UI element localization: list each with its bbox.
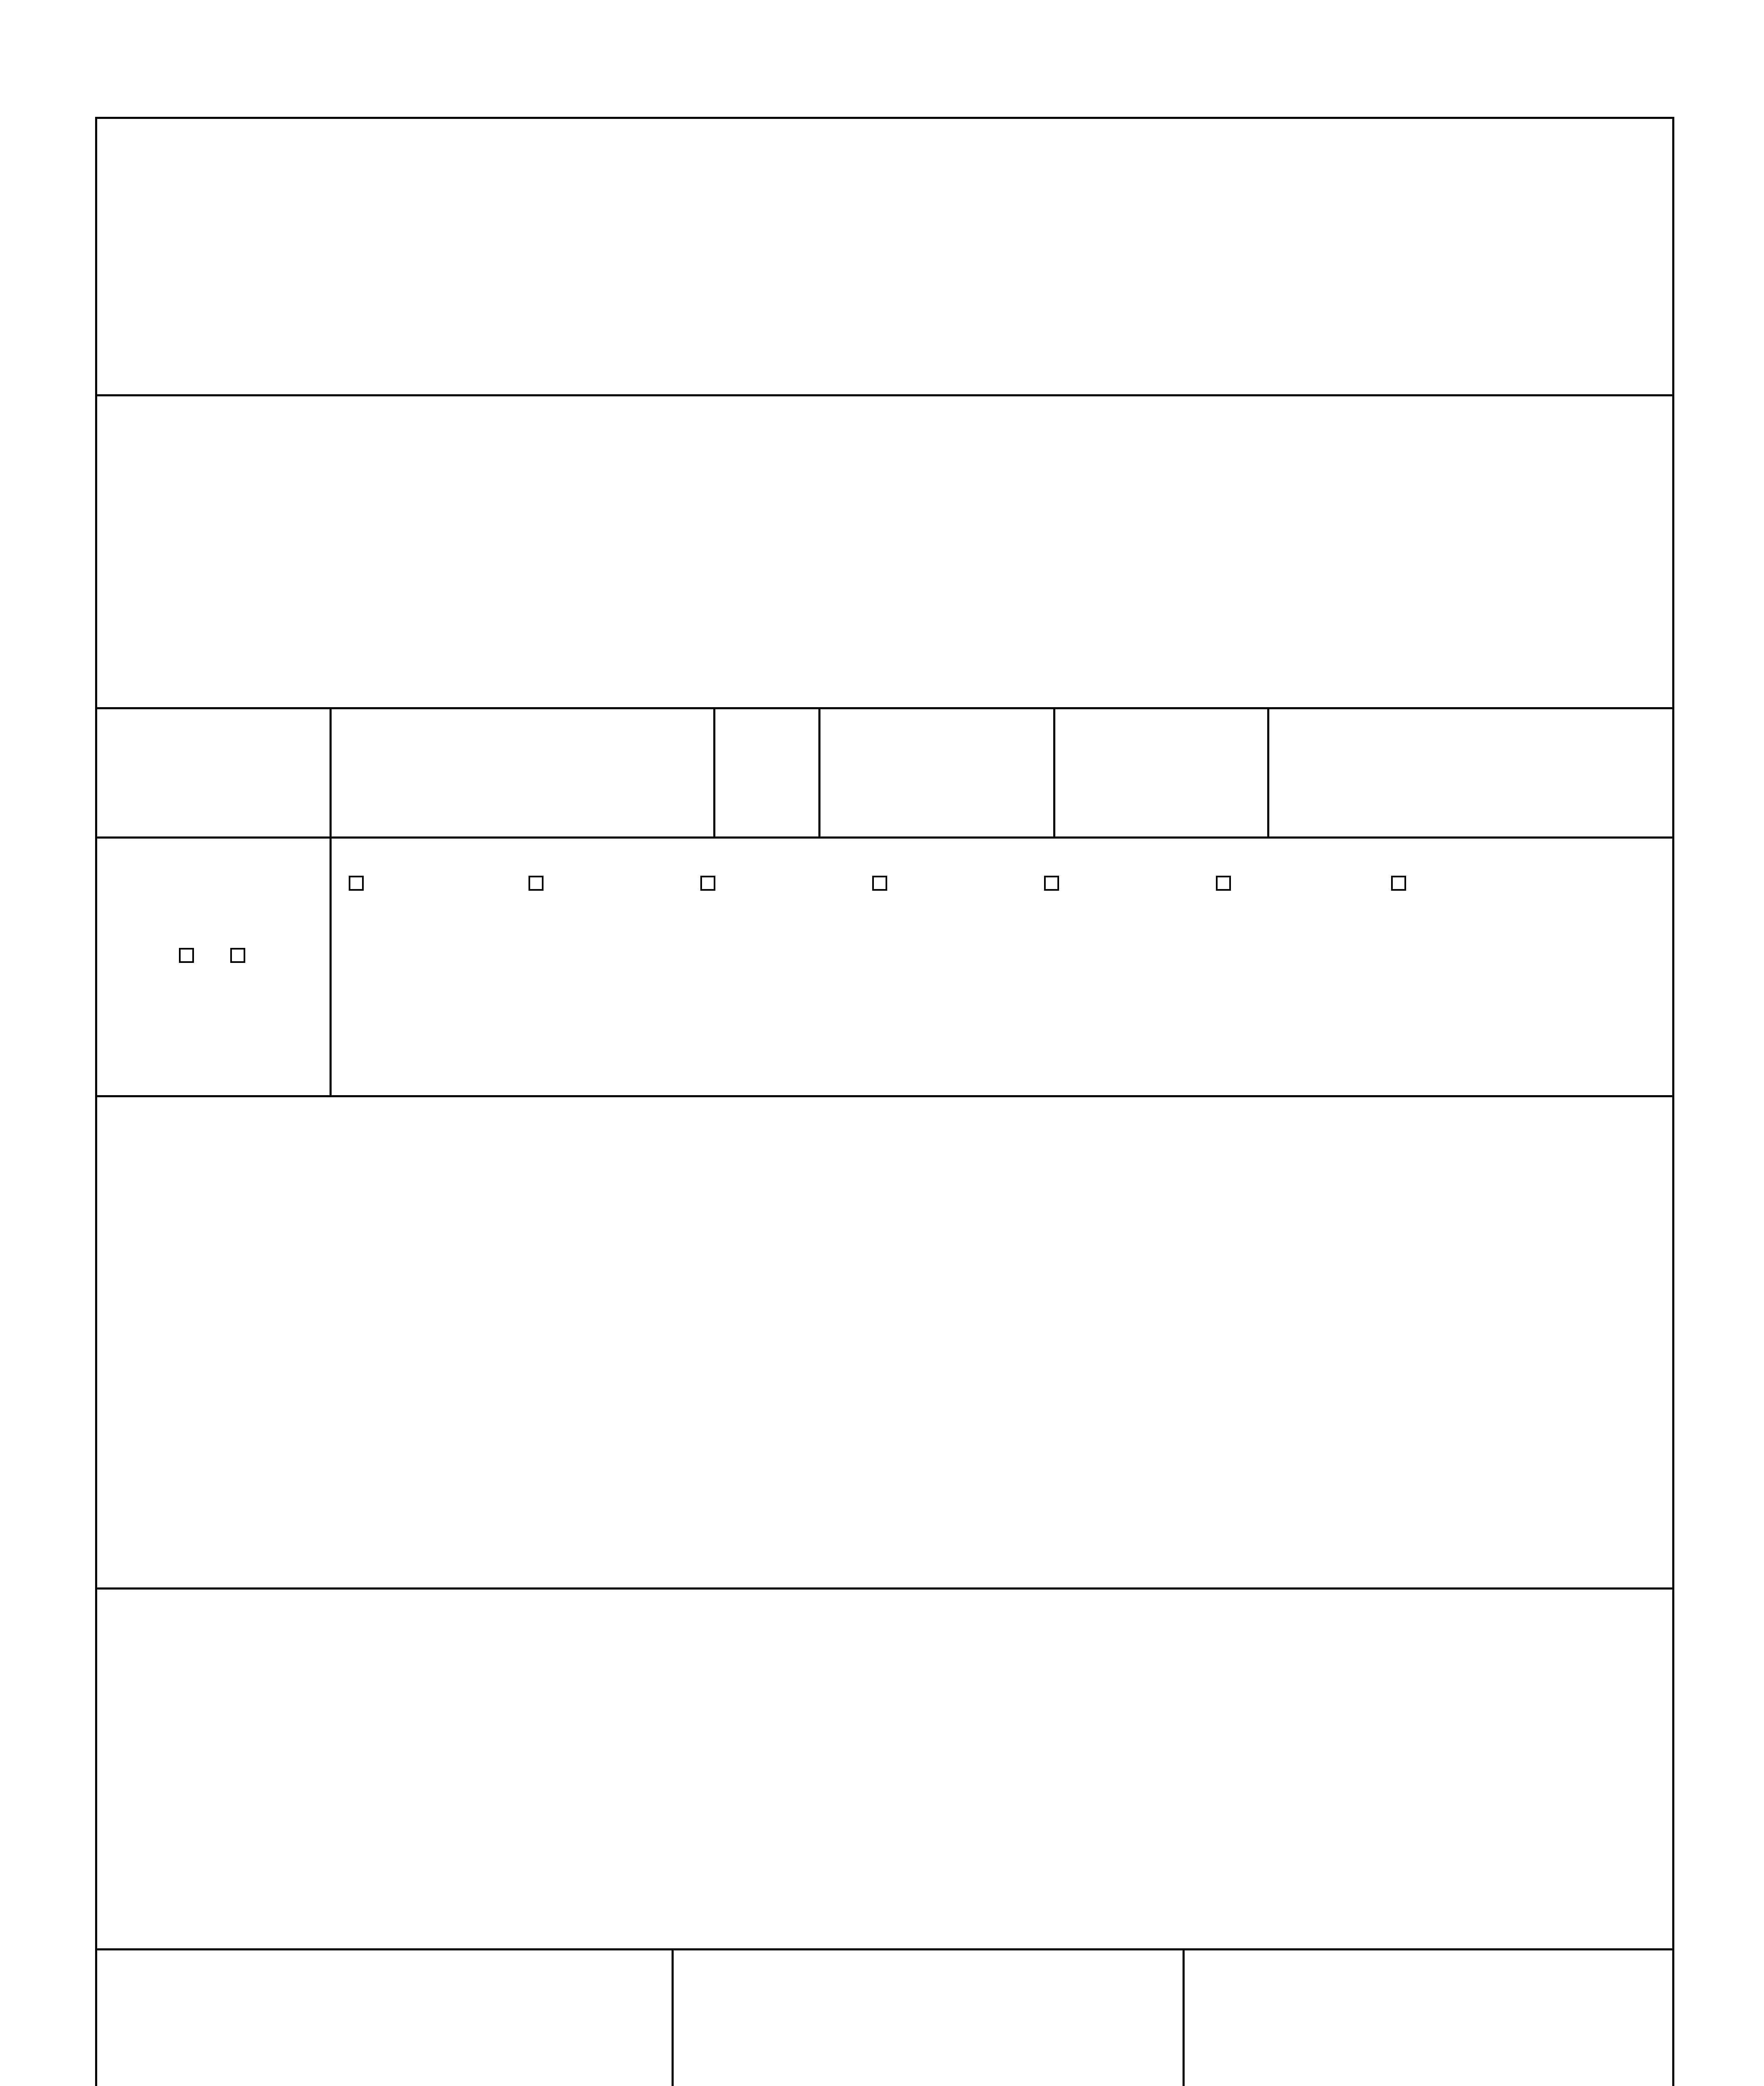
condition-hypertension[interactable]: [349, 859, 366, 901]
condition-anemia[interactable]: [1391, 859, 1409, 901]
checkbox[interactable]: [349, 876, 364, 891]
column-divider: [713, 707, 715, 836]
condition-insomnia[interactable]: [872, 859, 890, 901]
pre-ordination-experience-field[interactable]: [113, 177, 1652, 378]
checkbox[interactable]: [1044, 876, 1059, 891]
row-divider: [97, 1095, 1672, 1097]
checkbox[interactable]: [1216, 876, 1231, 891]
disease-yes-checkbox[interactable]: [230, 948, 245, 963]
row-divider: [97, 836, 1672, 839]
ordination-reason-field[interactable]: [113, 453, 1652, 695]
column-divider: [672, 1948, 674, 2086]
condition-diabetes[interactable]: [528, 859, 546, 901]
column-divider: [818, 707, 820, 836]
row-divider: [97, 707, 1672, 709]
condition-heart-disease[interactable]: [700, 859, 718, 901]
checkbox[interactable]: [700, 876, 715, 891]
checkbox[interactable]: [872, 876, 887, 891]
row-divider: [97, 394, 1672, 396]
application-form-table: [95, 117, 1674, 2086]
row-divider: [97, 1587, 1672, 1590]
column-divider: [1183, 1948, 1185, 2086]
column-divider: [330, 707, 332, 1097]
condition-gastrointestinal[interactable]: [1216, 859, 1233, 901]
condition-bipolar[interactable]: [1044, 859, 1062, 901]
column-divider: [1053, 707, 1055, 836]
row-divider: [97, 1948, 1672, 1950]
column-divider: [1267, 707, 1269, 836]
disease-none-checkbox[interactable]: [179, 948, 194, 963]
disease-presence-options: [97, 932, 330, 973]
checkbox[interactable]: [528, 876, 544, 891]
checkbox[interactable]: [1391, 876, 1406, 891]
